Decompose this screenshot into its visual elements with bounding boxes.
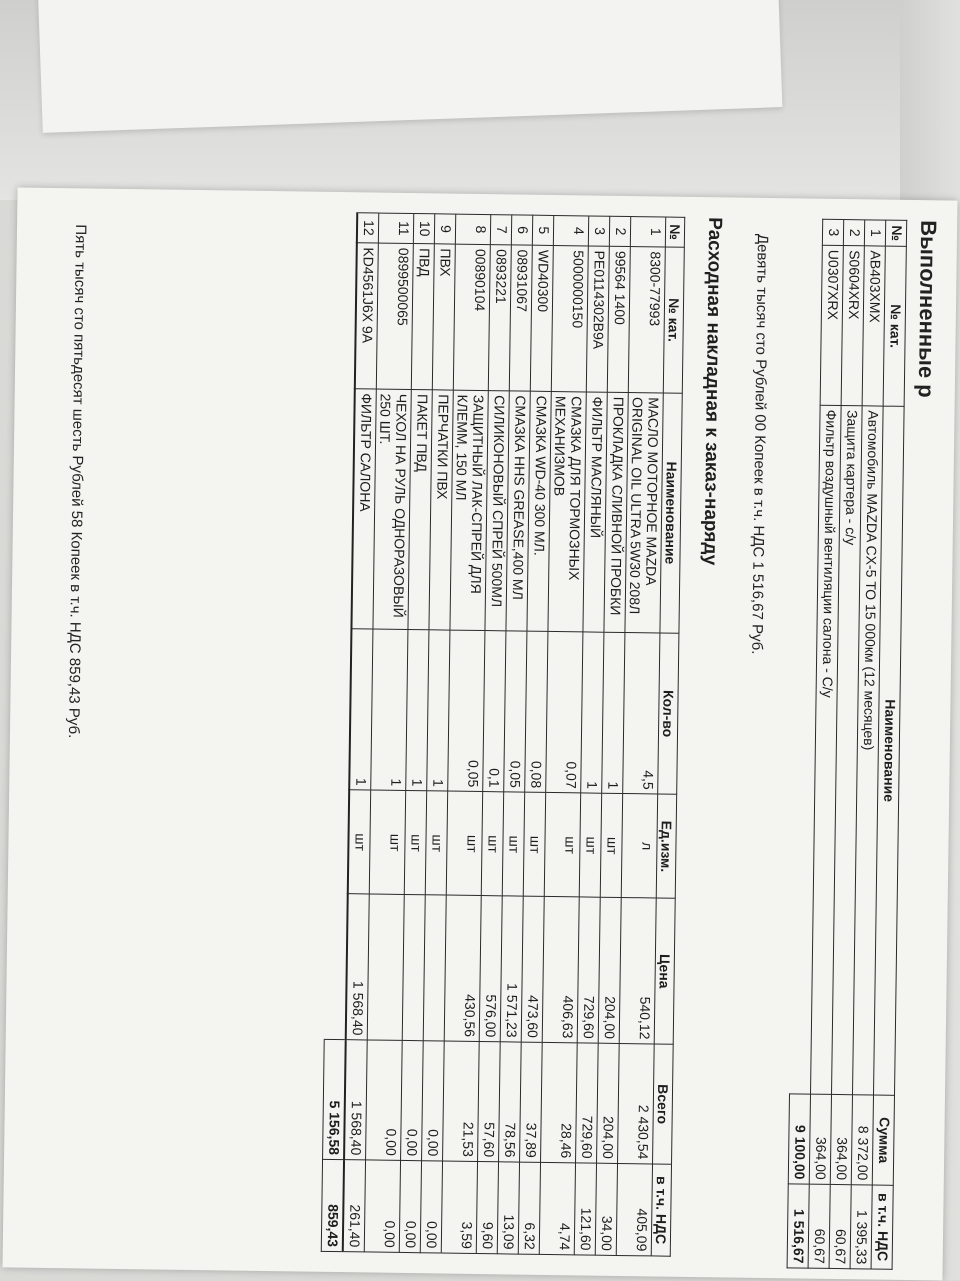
row-vat: 60,67 <box>829 1184 851 1268</box>
row-sum: 364,00 <box>830 1094 852 1184</box>
materials-total-in-words: Пять тысяч сто пятьдесят шесть Рублей 58 Копеек в т.ч. НДС 859,43 Руб. <box>64 224 90 739</box>
row-unit: л <box>621 794 657 898</box>
col-header-price: Цена <box>654 898 675 1044</box>
row-sum: 8 372,00 <box>851 1095 873 1185</box>
works-table <box>787 218 908 1269</box>
row-cat: 00890104 <box>453 244 490 390</box>
row-num: 2 <box>609 216 630 246</box>
row-name: Автомобиль MAZDA CX-5 ТО 15 000км (12 месяцев) <box>852 406 883 1095</box>
row-name: ПРОКЛАДКА СЛИВНОЙ ПРОБКИ <box>604 392 628 632</box>
row-cat: S0604XRX <box>841 246 864 406</box>
row-price <box>402 895 425 1041</box>
row-qty: 0,07 <box>546 631 583 793</box>
col-header-vat: в т.ч. НДС <box>871 1185 893 1269</box>
row-cat: KD4561J6X 9A <box>355 243 379 389</box>
row-num: 3 <box>822 219 843 245</box>
row-cat: WD40300 <box>530 245 553 391</box>
row-vat: 0,00 <box>399 1160 421 1252</box>
row-vat: 1 395,33 <box>850 1185 872 1269</box>
row-num: 6 <box>511 215 532 245</box>
works-total-in-words: Девять тысяч сто Рублей 00 Копеек в т.ч. НДС 1 516,67 Руб. <box>748 233 772 655</box>
row-cat: AB403XMX <box>862 246 885 406</box>
col-header-name: Наименование <box>873 406 904 1095</box>
col-header-cat: № кат. <box>883 246 906 406</box>
row-qty: 4,5 <box>623 632 660 794</box>
row-vat: 60,67 <box>808 1184 830 1268</box>
col-header-qty: Кол-во <box>658 633 679 795</box>
row-price: 729,60 <box>577 897 600 1043</box>
row-vat: 0,00 <box>420 1161 442 1253</box>
col-header-cat: № кат. <box>663 247 684 393</box>
row-qty: 1 <box>406 629 429 791</box>
col-header-vat: в т.ч. НДС <box>651 1164 671 1256</box>
row-total: 21,53 <box>443 1041 480 1161</box>
row-qty: 0,08 <box>525 631 548 793</box>
row-total: 78,56 <box>499 1042 522 1162</box>
materials-table <box>321 212 685 1257</box>
row-vat: 9,60 <box>476 1162 498 1254</box>
row-name: ЧЕХОЛ НА РУЛЬ ОДНОРАЗОВЫЙ 250 ШТ. <box>373 389 411 629</box>
row-price: 1 571,23 <box>500 896 523 1042</box>
row-num: 2 <box>843 220 864 246</box>
row-vat: 4,74 <box>539 1162 575 1254</box>
materials-total-sum: 5 156,58 <box>323 1039 346 1159</box>
row-total: 0,00 <box>422 1041 445 1161</box>
row-vat: 0,00 <box>364 1160 400 1252</box>
row-cat: 99564 1400 <box>607 246 630 392</box>
row-name: МАСЛО МОТОРНОЕ MAZDA ORIGINAL OIL ULTRA 5W30 208Л <box>625 392 663 632</box>
col-header-num: № <box>885 220 906 246</box>
row-vat: 34,00 <box>595 1163 617 1255</box>
row-name: ФИЛЬТР САЛОНА <box>351 389 376 629</box>
row-cat: 8300-77993 <box>628 247 665 393</box>
row-sum: 364,00 <box>809 1094 831 1184</box>
row-num: 7 <box>490 215 511 245</box>
row-name: ФИЛЬТР МАСЛЯНЫЙ <box>583 392 607 632</box>
row-cat: ПВХ <box>432 244 455 390</box>
row-total: 37,89 <box>520 1042 543 1162</box>
works-header-fragment: Выполненные р <box>913 220 942 398</box>
row-total: 2 430,54 <box>618 1044 655 1164</box>
row-price: 204,00 <box>598 898 621 1044</box>
row-unit: шт <box>502 792 524 896</box>
row-price: 1 568,40 <box>346 894 370 1040</box>
row-cat: U0307XRX <box>820 245 843 405</box>
row-qty: 1 <box>349 628 373 790</box>
row-unit: шт <box>523 793 545 897</box>
row-price: 576,00 <box>479 896 502 1042</box>
row-cat: 0893221 <box>488 245 511 391</box>
row-cat: PE0114302B9A <box>586 246 609 392</box>
row-unit: шт <box>404 791 426 895</box>
row-price: 406,63 <box>542 897 579 1043</box>
row-price: 540,12 <box>619 898 656 1044</box>
works-total-vat: 1 516,67 <box>787 1184 809 1268</box>
row-num: 12 <box>357 213 379 243</box>
row-total: 1 568,40 <box>344 1040 367 1160</box>
row-name: СМАЗКА WD-40 300 МЛ. <box>527 391 551 631</box>
row-vat: 6,32 <box>518 1162 540 1254</box>
row-qty: 1 <box>602 632 625 794</box>
row-unit: шт <box>425 791 447 895</box>
row-unit: шт <box>544 793 580 897</box>
row-cat: ПВД <box>411 244 434 390</box>
materials-rows <box>343 213 666 1256</box>
works-total-sum: 9 100,00 <box>788 1094 810 1184</box>
row-unit: шт <box>579 793 601 897</box>
row-num: 5 <box>532 215 553 245</box>
row-total: 204,00 <box>597 1043 620 1163</box>
col-header-unit: Ед.изм. <box>656 794 676 898</box>
row-price <box>423 895 446 1041</box>
row-qty: 1 <box>427 629 450 791</box>
row-name: Защита картера - с/у <box>832 405 863 1094</box>
row-unit: шт <box>369 790 405 894</box>
row-num: 8 <box>455 214 490 244</box>
row-total: 0,00 <box>401 1041 424 1161</box>
row-num: 1 <box>864 220 885 246</box>
row-total: 28,46 <box>541 1043 578 1163</box>
row-name: СМАЗКА ДЛЯ ТОРМОЗНЫХ МЕХАНИЗМОВ <box>548 391 586 631</box>
col-header-sum: Сумма <box>872 1095 894 1185</box>
row-cat: 5000000150 <box>551 245 588 391</box>
row-vat: 261,40 <box>343 1160 366 1252</box>
row-unit: шт <box>446 791 482 895</box>
row-total: 0,00 <box>366 1040 403 1160</box>
row-qty: 1 <box>371 629 408 791</box>
row-name: ПЕРЧАТКИ ПВХ <box>429 390 453 630</box>
row-vat: 121,60 <box>574 1163 596 1255</box>
row-total: 57,60 <box>478 1042 501 1162</box>
row-total: 729,60 <box>576 1043 599 1163</box>
materials-title: Расходная накладная к заказ-наряду <box>699 217 726 566</box>
row-num: 1 <box>630 217 665 247</box>
row-vat: 405,09 <box>616 1163 652 1255</box>
row-cat: 08931067 <box>509 245 532 391</box>
row-name: ПАКЕТ ПВД <box>408 389 432 629</box>
materials-total-vat: 859,43 <box>321 1159 344 1251</box>
row-unit: шт <box>600 794 622 898</box>
row-name: Фильтр воздушный вентиляции салона - С/у <box>811 405 842 1094</box>
row-vat: 13,09 <box>497 1162 519 1254</box>
row-unit: шт <box>348 790 371 894</box>
row-vat: 3,59 <box>441 1161 477 1253</box>
row-num: 4 <box>553 215 588 245</box>
row-qty: 0,1 <box>483 630 506 792</box>
row-name: ЗАЩИТНЫЙ ЛАК-СПРЕЙ ДЛЯ КЛЕММ, 150 МЛ <box>450 390 488 630</box>
row-price: 473,60 <box>521 896 544 1042</box>
row-qty: 0,05 <box>448 630 485 792</box>
row-cat: 0899500065 <box>376 243 413 389</box>
row-name: СИЛИКОНОВЫЙ СПРЕЙ 500МЛ <box>485 390 509 630</box>
row-unit: шт <box>481 792 503 896</box>
document-page <box>3 187 958 1280</box>
row-name: СМАЗКА HHS GREASE,400 МЛ <box>506 391 530 631</box>
row-qty: 1 <box>581 632 604 794</box>
col-header-total: Всего <box>653 1044 674 1164</box>
row-price: 430,56 <box>444 895 481 1041</box>
col-header-name: Наименование <box>660 393 682 633</box>
row-qty: 0,05 <box>504 631 527 793</box>
row-num: 3 <box>588 216 609 246</box>
col-header-num: № <box>665 217 684 247</box>
row-price <box>367 894 404 1040</box>
row-num: 9 <box>434 214 455 244</box>
row-num: 10 <box>413 214 434 244</box>
row-num: 11 <box>378 213 413 243</box>
